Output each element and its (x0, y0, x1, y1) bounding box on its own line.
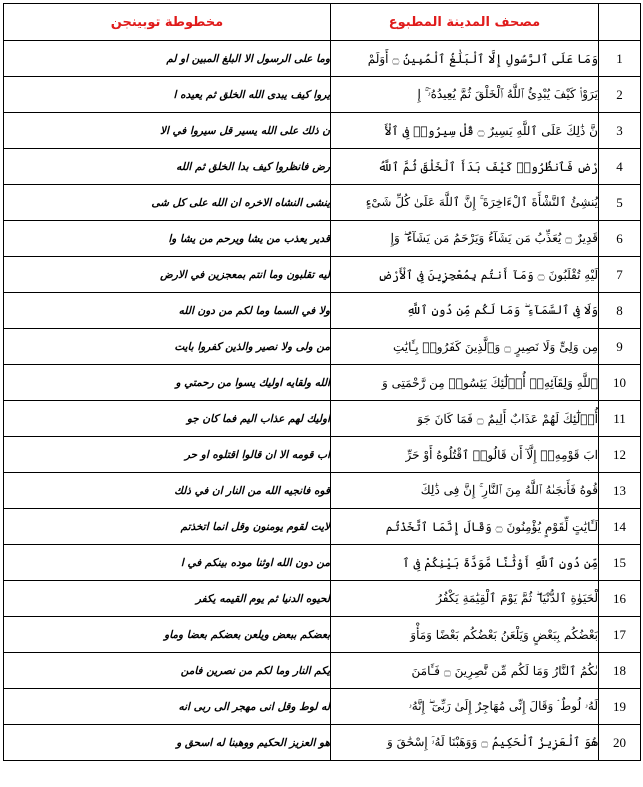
table-row (4, 257, 641, 293)
table-row (4, 221, 641, 257)
mushaf-cell: مِّن دُونِ ٱللَّهِ أَوْثَٰنًا مَّوَدَّةَ بَيْنِكُمْ فِى ٱ (331, 545, 599, 581)
line-number: 18 (599, 653, 641, 689)
manuscript-cell: رض فانظروا كيف بدا الخلق ثم الله (4, 149, 331, 185)
table-row (4, 545, 641, 581)
mushaf-cell: بَعْضُكُم بِبَعْضٍ وَيَلْعَنُ بَعْضُكُم بَعْضًا وَمَأْوَ (331, 617, 599, 653)
table-row (4, 365, 641, 401)
line-number: 14 (599, 509, 641, 545)
manuscript-cell: لحيوه الدنيا ثم يوم القيمه يكفر (4, 581, 331, 617)
table-row (4, 689, 641, 725)
header-row (4, 4, 641, 41)
table-row (4, 329, 641, 365)
mushaf-cell: لَيْهِ تُقْلَبُونَ ۝ وَمَآ أَنتُم بِمُعْجِزِينَ فِى ٱلْأَرْضِ (331, 257, 599, 293)
comparison-page (3, 3, 640, 761)
table-row (4, 437, 641, 473)
table-row (4, 401, 641, 437)
mushaf-cell: نَّ ذَٰلِكَ عَلَى ٱللَّهِ يَسِيرٌ ۝ قُلْ سِيرُوا۟ فِى ٱلْأَ (331, 113, 599, 149)
manuscript-cell: اب قومه الا ان قالوا اقتلوه او حر (4, 437, 331, 473)
manuscript-cell: هو العزيز الحكيم ووهبنا له اسحق و (4, 725, 331, 761)
line-number: 9 (599, 329, 641, 365)
manuscript-cell: قوه فانجيه الله من النار ان في ذلك (4, 473, 331, 509)
table-row (4, 509, 641, 545)
line-number: 15 (599, 545, 641, 581)
manuscript-cell: لايت لقوم يومنون وقل انما اتخذتم (4, 509, 331, 545)
table-row (4, 77, 641, 113)
mushaf-cell: لَـَٔايَٰتٍ لِّقَوْمٍ يُؤْمِنُونَ ۝ وَقَالَ إِنَّمَا ٱتَّخَذْتُم (331, 509, 599, 545)
line-number: 13 (599, 473, 641, 509)
mushaf-cell: رْضِ فَٱنظُرُوا۟ كَيْفَ بَدَأَ ٱلْخَلْقَ ثُمَّ ٱللَّهُ (331, 149, 599, 185)
mushaf-cell: ابَ قَوْمِهِۦٓ إِلَّآ أَن قَالُوا۟ ٱقْتُلُوهُ أَوْ حَرِّ (331, 437, 599, 473)
table-row (4, 653, 641, 689)
manuscript-cell: بعضكم ببعض ويلعن بعضكم بعضا وماو (4, 617, 331, 653)
manuscript-cell: وما على الرسول الا البلغ المبين او لم (4, 41, 331, 77)
manuscript-cell: يكم النار وما لكم من نصرين فامن (4, 653, 331, 689)
manuscript-cell: اوليك لهم عذاب اليم فما كان جو (4, 401, 331, 437)
table-row (4, 581, 641, 617)
mushaf-cell: وَمَا عَلَى ٱلرَّسُولِ إِلَّا ٱلْبَلَٰغُ ٱلْمُبِينُ ۝ أَوَلَمْ (331, 41, 599, 77)
manuscript-cell: ليه تقلبون وما انتم بمعجزين في الارض (4, 257, 331, 293)
mushaf-cell: أُو۟لَٰٓئِكَ لَهُمْ عَذَابٌ أَلِيمٌ ۝ فَمَا كَانَ جَوَ (331, 401, 599, 437)
manuscript-cell: يروا كيف يبدى الله الخلق ثم يعيده ا (4, 77, 331, 113)
line-number: 5 (599, 185, 641, 221)
line-number: 7 (599, 257, 641, 293)
line-number: 19 (599, 689, 641, 725)
line-number: 16 (599, 581, 641, 617)
line-number: 12 (599, 437, 641, 473)
header-number (599, 4, 641, 41)
line-number: 8 (599, 293, 641, 329)
line-number: 11 (599, 401, 641, 437)
manuscript-cell: من دون الله اوثنا موده بينكم في ا (4, 545, 331, 581)
mushaf-cell: قُوهُ فَأَنجَىٰهُ ٱللَّهُ مِنَ ٱلنَّارِ ۚ إِنَّ فِى ذَٰلِكَ (331, 473, 599, 509)
table-row (4, 149, 641, 185)
line-number: 3 (599, 113, 641, 149)
manuscript-cell: له لوط وقل انى مهجر الى ربى انه (4, 689, 331, 725)
manuscript-cell: ولا في السما وما لكم من دون الله (4, 293, 331, 329)
table-row (4, 617, 641, 653)
table-row (4, 41, 641, 77)
mushaf-cell: يَرَوْا۟ كَيْفَ يُبْدِئُ ٱللَّهُ ٱلْخَلْقَ ثُمَّ يُعِيدُهُۥٓ ۚ إِ (331, 77, 599, 113)
line-number: 4 (599, 149, 641, 185)
mushaf-cell: لَهُۥ لُوطٌ ۘ وَقَالَ إِنِّى مُهَاجِرٌ إِلَىٰ رَبِّىٓ ۖ إِنَّهُۥ (331, 689, 599, 725)
mushaf-cell: لْحَيَوٰةِ ٱلدُّنْيَا ۖ ثُمَّ يَوْمَ ٱلْقِيَٰمَةِ يَكْفُرُ (331, 581, 599, 617)
mushaf-cell: هُوَ ٱلْعَزِيزُ ٱلْحَكِيمُ ۝ وَوَهَبْنَا لَهُۥٓ إِسْحَٰقَ وَ (331, 725, 599, 761)
line-number: 6 (599, 221, 641, 257)
manuscript-cell: ن ذلك على الله يسير قل سيروا في الا (4, 113, 331, 149)
table-row (4, 293, 641, 329)
table-row (4, 185, 641, 221)
mushaf-cell: وَلَا فِى ٱلسَّمَآءِ ۖ وَمَا لَكُم مِّن دُونِ ٱللَّهِ (331, 293, 599, 329)
table-row (4, 113, 641, 149)
mushaf-cell: مِن وَلِىٍّ وَلَا نَصِيرٍ ۝ وَٱلَّذِينَ كَفَرُوا۟ بِـَٔايَٰتِ (331, 329, 599, 365)
manuscript-cell: قدير يعذب من يشا ويرحم من يشا وا (4, 221, 331, 257)
header-mushaf: مصحف المدينة المطبوع (331, 4, 599, 41)
manuscript-cell: ينشى النشاه الاخره ان الله على كل شى (4, 185, 331, 221)
mushaf-cell: يُنشِئُ ٱلنَّشْأَةَ ٱلْءَاخِرَةَ ۚ إِنَّ ٱللَّهَ عَلَىٰ كُلِّ شَىْءٍ (331, 185, 599, 221)
line-number: 17 (599, 617, 641, 653)
table-row (4, 725, 641, 761)
line-number: 2 (599, 77, 641, 113)
mushaf-cell: ىٰكُمُ ٱلنَّارُ وَمَا لَكُم مِّن نَّٰصِرِينَ ۝ فَـَٔامَنَ (331, 653, 599, 689)
mushaf-cell: ٱللَّهِ وَلِقَآئِهِۦٓ أُو۟لَٰٓئِكَ يَئِسُوا۟ مِن رَّحْمَتِى وَ (331, 365, 599, 401)
mushaf-cell: قَدِيرٌ ۝ يُعَذِّبُ مَن يَشَآءُ وَيَرْحَمُ مَن يَشَآءُ ۖ وَإِ (331, 221, 599, 257)
line-number: 1 (599, 41, 641, 77)
line-number: 10 (599, 365, 641, 401)
comparison-table (3, 3, 641, 761)
table-row (4, 473, 641, 509)
line-number: 20 (599, 725, 641, 761)
manuscript-cell: الله ولقايه اوليك يسوا من رحمتي و (4, 365, 331, 401)
manuscript-cell: من ولى ولا نصير والذين كفروا بايت (4, 329, 331, 365)
header-manuscript: مخطوطة توبينجن (4, 4, 331, 41)
